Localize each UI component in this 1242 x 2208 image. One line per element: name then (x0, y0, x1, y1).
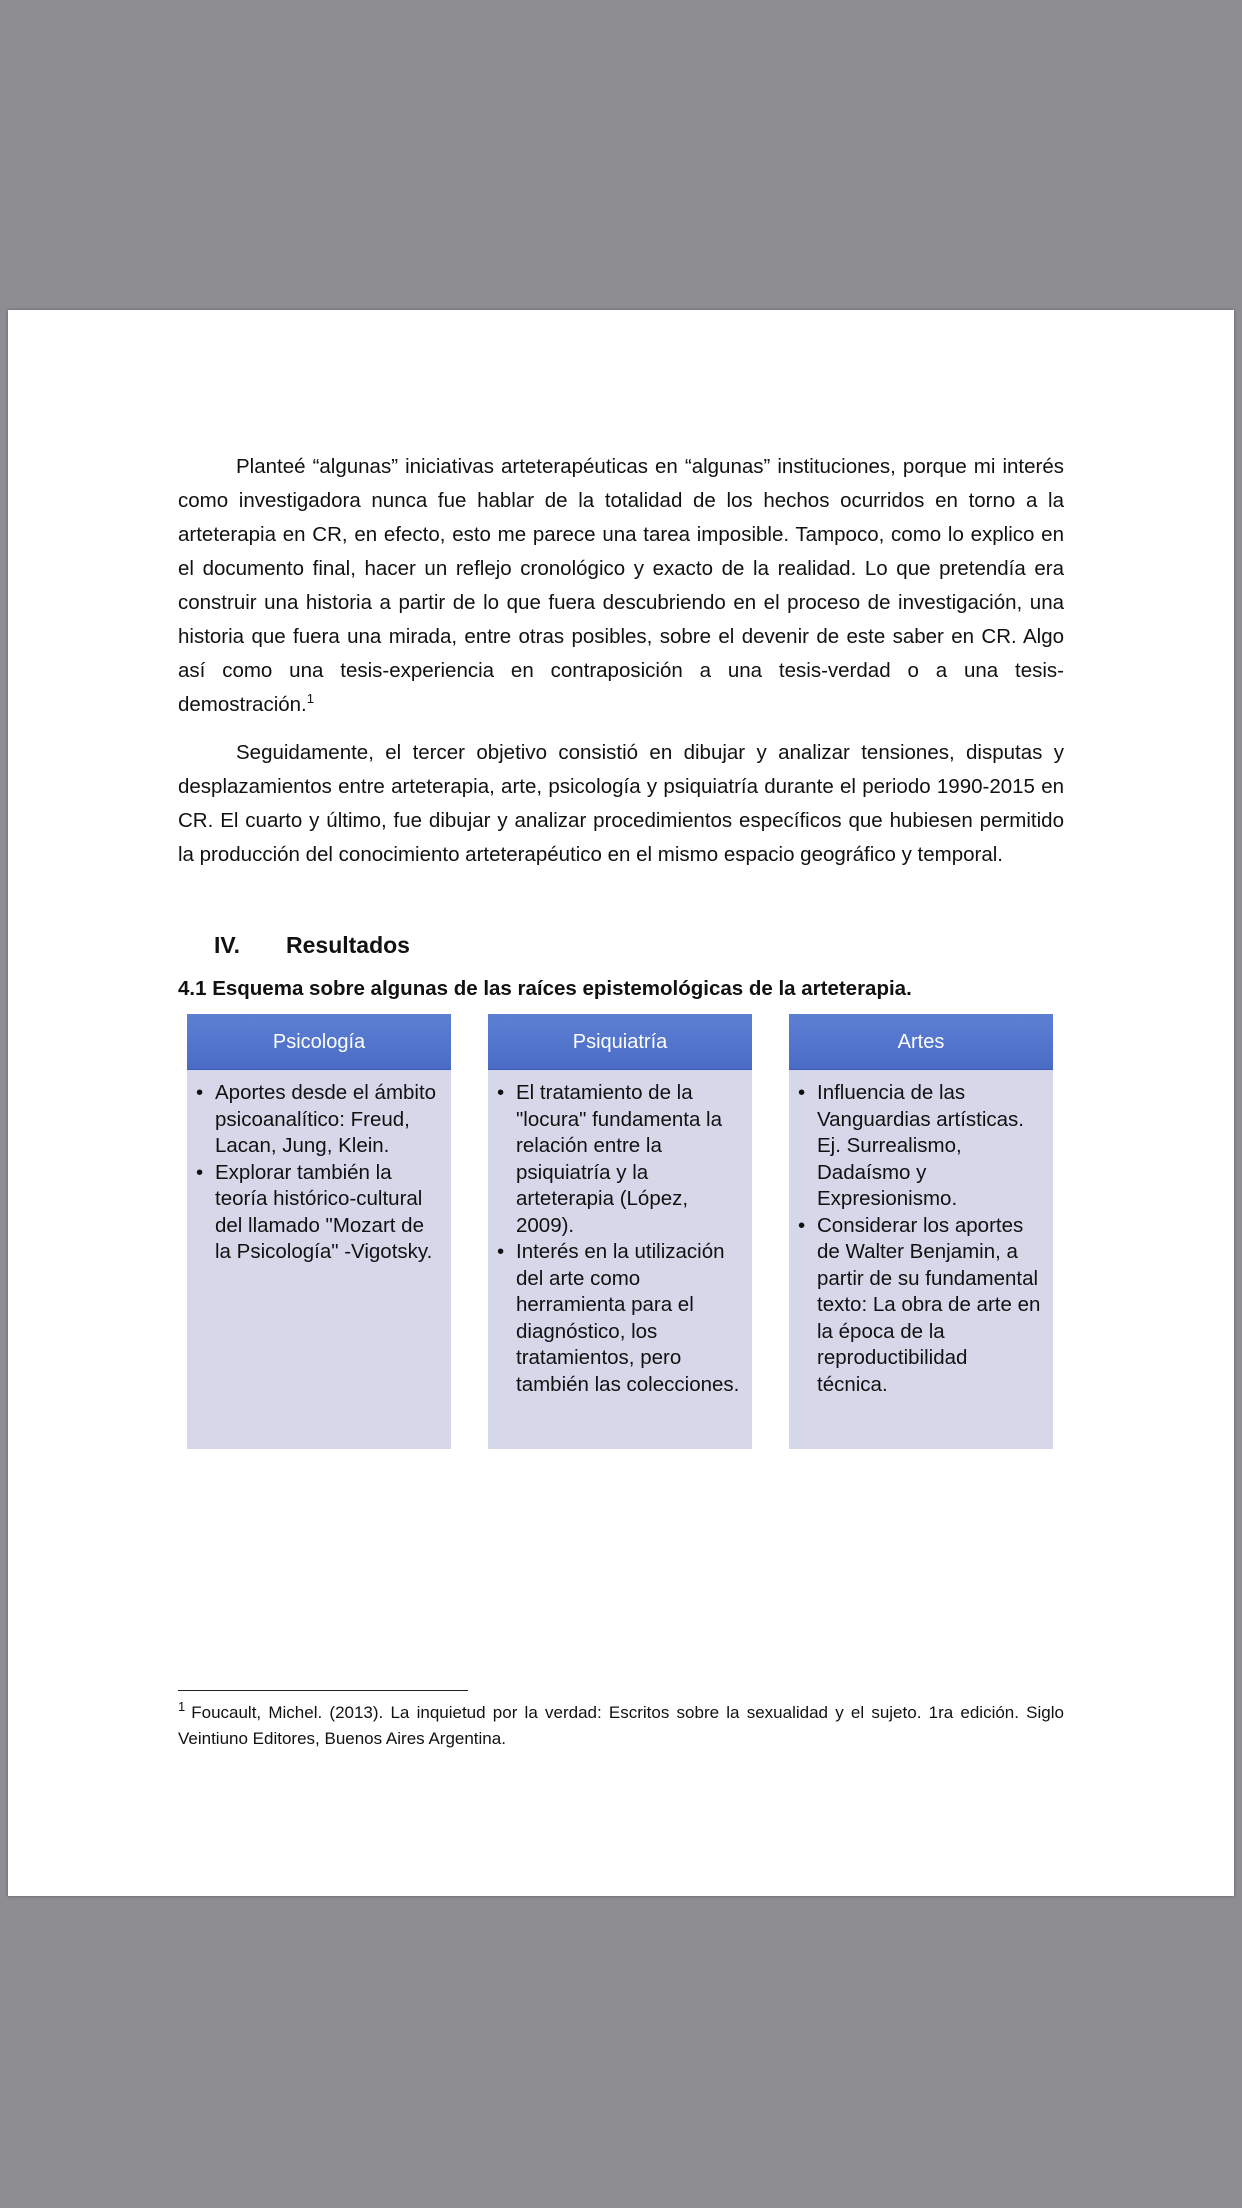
column-header: Artes (789, 1014, 1053, 1070)
list-item: • El tratamiento de la "locura" fundamenta la relación entre la psiquiatría y la arteterapia (López, 2009). (516, 1080, 742, 1239)
list-item: • Interés en la utilización del arte como herramienta para el diagnóstico, los tratamientos, pero también las colecciones. (516, 1239, 742, 1398)
column-header: Psiquiatría (488, 1014, 752, 1070)
column-psiquiatria (488, 1014, 752, 1449)
section-heading (214, 928, 1064, 962)
list-item: • Explorar también la teoría histórico-cultural del llamado "Mozart de la Psicología" -Vigotsky. (215, 1160, 441, 1266)
list-item: • Aportes desde el ámbito psicoanalítico: Freud, Lacan, Jung, Klein. (215, 1080, 441, 1160)
column-artes (789, 1014, 1053, 1449)
section-title: Resultados (286, 932, 410, 958)
column-header: Psicología (187, 1014, 451, 1070)
list-item: • Considerar los aportes de Walter Benjamin, a partir de su fundamental texto: La obra de arte en la época de la reproductibilidad técnica. (817, 1213, 1043, 1399)
footnote-divider (178, 1690, 468, 1691)
column-psicologia (187, 1014, 451, 1449)
paragraph-1-text: Planteé “algunas” iniciativas arteterapéuticas en “algunas” instituciones, porque mi interés como investigadora nunca fue hablar de la totalidad de los hechos ocurridos en torno a la arteterapia en CR, en efecto, esto me parece una tarea imposible. Tampoco, como lo explico en el documento final, hacer un reflejo cronológico y exacto de la realidad. Lo que pretendía era construir una historia a partir de lo que fuera descubriendo en el proceso de investigación, una historia que fuera una mirada, entre otras posibles, sobre el devenir de este saber en CR. Algo así como una tesis-experiencia en contraposición a una tesis-verdad o a una tesis-demostración. (178, 455, 1064, 716)
subsection-heading: 4.1 Esquema sobre algunas de las raíces epistemológicas de la arteterapia. (178, 977, 912, 1000)
footnote-reference[interactable]: 1 (306, 691, 314, 707)
column-list (789, 1070, 1053, 1398)
section-number: IV. (214, 932, 241, 958)
footnote-text: Foucault, Michel. (2013). La inquietud por la verdad: Escritos sobre la sexualidad y el sujeto. 1ra edición. Siglo Veintiuno Editores, Buenos Aires Argentina. (178, 1703, 1064, 1748)
column-list (488, 1070, 752, 1398)
paragraph-1 (178, 450, 1064, 722)
epistemology-diagram (187, 1014, 1064, 1449)
paragraph-2: Seguidamente, el tercer objetivo consistió en dibujar y analizar tensiones, disputas y desplazamientos entre arteterapia, arte, psicología y psiquiatría durante el periodo 1990-2015 en CR. El cuarto y último, fue dibujar y analizar procedimientos específicos que hubiesen permitido la producción del conocimiento arteterapéutico en el mismo espacio geográfico y temporal. (178, 741, 1064, 866)
footnote-number: 1 (178, 1699, 186, 1715)
column-list (187, 1070, 451, 1266)
document-page (8, 310, 1234, 1896)
footnote (178, 1700, 1064, 1752)
list-item: • Influencia de las Vanguardias artísticas. Ej. Surrealismo, Dadaísmo y Expresionismo. (817, 1080, 1043, 1213)
page-content (178, 450, 1064, 1449)
